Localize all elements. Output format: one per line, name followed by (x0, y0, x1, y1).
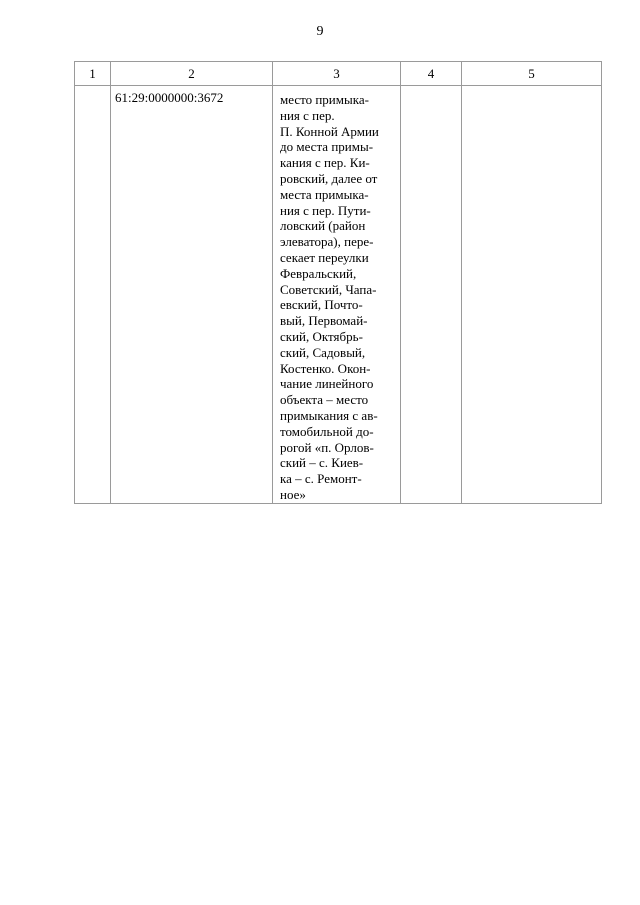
cell-col-5 (462, 86, 602, 504)
description-line: объекта – место (280, 392, 369, 408)
description-line: место примыка- (280, 92, 369, 107)
cell-col-2 (111, 86, 273, 504)
column-header-1: 1 (75, 62, 111, 86)
description-line: чание линейного (280, 376, 374, 392)
description-line: Советский, Чапа- (280, 281, 377, 297)
route-description (273, 86, 400, 503)
description-line: до места примы- (280, 139, 374, 155)
description-line: ровский, далее от (280, 170, 378, 186)
description-line: П. Конной Армии (280, 123, 379, 139)
description-line: ния с пер. (280, 107, 335, 123)
description-line: ский – с. Киев- (280, 455, 364, 471)
cell-col-1 (75, 86, 111, 504)
description-line: ский, Садовый, (280, 344, 366, 360)
column-header-2: 2 (111, 62, 273, 86)
cadastral-number: 61:29:0000000:3672 (115, 90, 224, 105)
column-header-3: 3 (273, 62, 401, 86)
table-row (75, 86, 602, 504)
cell-col-4 (401, 86, 462, 504)
description-line: Костенко. Окон- (280, 360, 371, 376)
description-line: ский, Октябрь- (280, 328, 363, 344)
table-header-row (75, 62, 602, 86)
cell-col-3 (273, 86, 401, 504)
description-line: элеватора), пере- (280, 234, 374, 250)
description-line: примыкания с ав- (280, 407, 378, 423)
description-line: кания с пер. Ки- (280, 155, 370, 171)
description-line: евский, Почто- (280, 297, 363, 313)
description-line: рогой «п. Орлов- (280, 439, 374, 455)
linear-object-table (74, 61, 602, 504)
description-line: Февральский, (280, 265, 357, 281)
description-line: вый, Первомай- (280, 313, 368, 329)
description-line: ловский (район (280, 218, 366, 234)
description-line: ка – с. Ремонт- (280, 471, 362, 487)
description-line: ное» (280, 486, 306, 502)
description-line: места примыка- (280, 186, 369, 202)
description-line: ния с пер. Пути- (280, 202, 371, 218)
page-number: 9 (316, 24, 324, 39)
description-line: томобильной до- (280, 423, 374, 439)
description-line: секает переулки (280, 249, 369, 265)
column-header-5: 5 (462, 62, 602, 86)
column-header-4: 4 (401, 62, 462, 86)
